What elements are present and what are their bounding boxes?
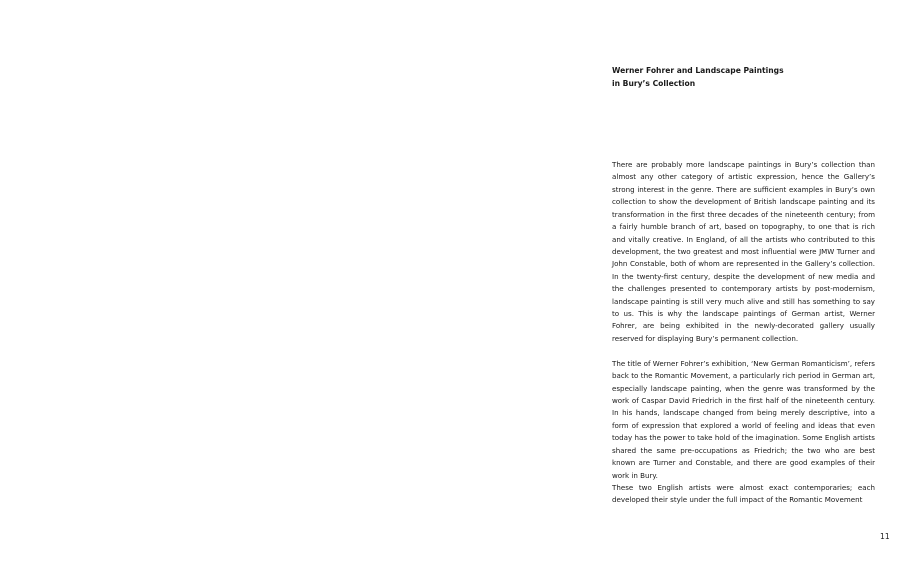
right-page xyxy=(458,0,916,567)
body-paragraph-1: There are probably more landscape paintings in Bury’s collection than almost any other category of artistic expression, hence the Gallery’s strong interest in the genre. There are sufficient examples in Bury’s own collection to show the development of British landscape painting and its transformation in the first three decades of the nineteenth century; from a fairly humble branch of art, based on topography, to one that is rich and vitally creative. In England, of all the artists who contributed to this development, the two greatest and most influential were JMW Turner and John Constable, both of whom are represented in the Gallery’s collection. In the twenty-first century, despite the development of new media and the challenges presented to contemporary artists by post-modernism, landscape painting is still very much alive and still has something to say to us. This is why the landscape paintings of German artist, Werner Fohrer, are being exhibited in the newly-decorated gallery usually reserved for displaying Bury’s permanent collection. xyxy=(612,160,875,343)
article-title-line-1: Werner Fohrer and Landscape Paintings xyxy=(612,66,784,75)
body-paragraph-2: The title of Werner Fohrer’s exhibition, ‘New German Romanticism’, refers back to the Romantic Movement, a particularly rich period in German art, especially landscape painting, when the genre was transformed by the work of Caspar David Friedrich in the first half of the nineteenth century. In his hands, landscape changed from being merely descriptive, into a form of expression that explored a world of feeling and ideas that even today has the power to take hold of the imagination. Some English artists shared the same pre-occupations as Friedrich; the two who are best known are Turner and Constable, and there are good examples of their work in Bury. xyxy=(612,358,875,480)
article-title xyxy=(612,64,812,90)
article-body xyxy=(612,159,875,507)
page-number: 11 xyxy=(880,532,890,541)
article-title-line-2: in Bury’s Collection xyxy=(612,79,696,88)
body-paragraph-3: These two English artists were almost exact contemporaries; each developed their style under the full impact of the Romantic Movement xyxy=(612,482,875,505)
